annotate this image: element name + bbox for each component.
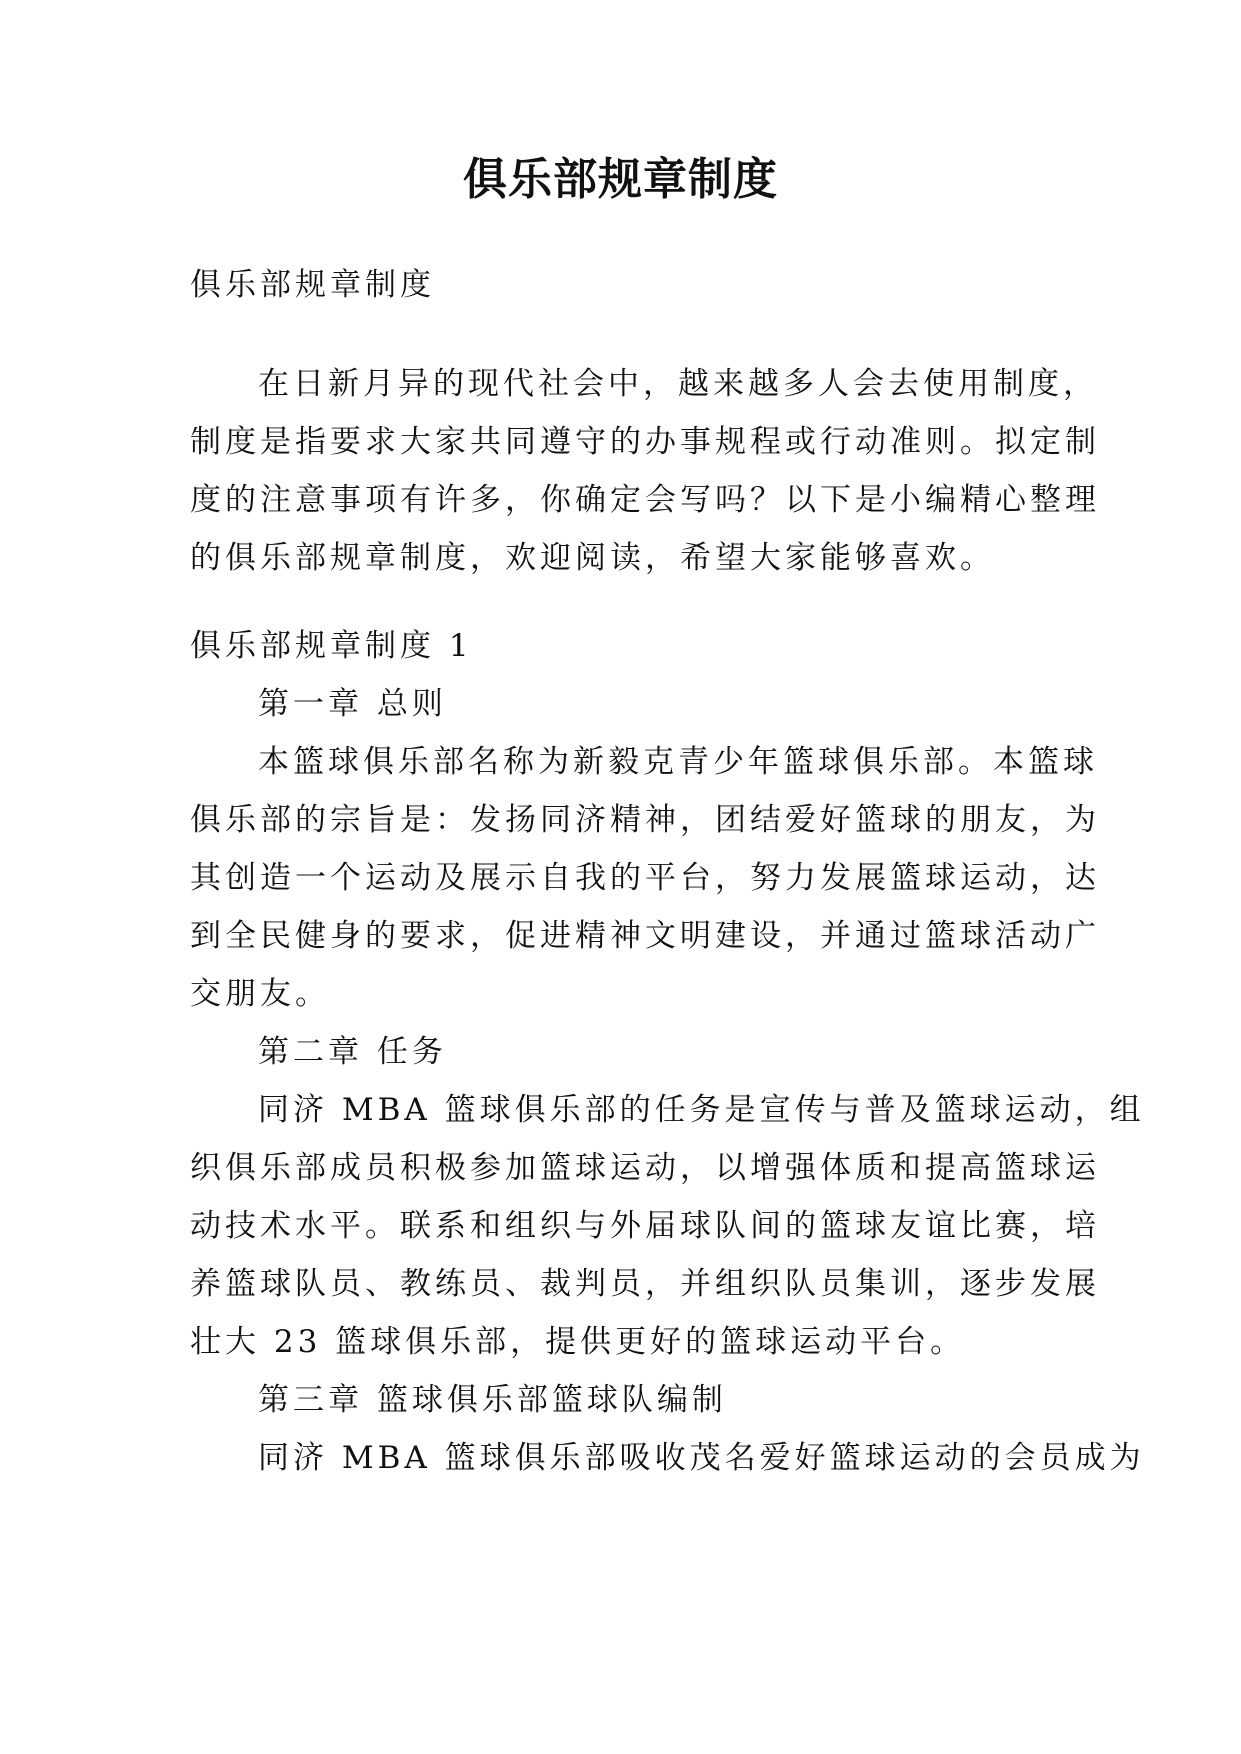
document-subtitle xyxy=(190,256,1050,314)
chapter-1-line: 交朋友。 xyxy=(190,976,330,1012)
chapter-2-line: 织俱乐部成员积极参加篮球运动，以增强体质和提高篮球运 xyxy=(190,1150,1100,1186)
chapter-3-line: 同济 MBA 篮球俱乐部吸收茂名爱好篮球运动的会员成为 xyxy=(258,1440,1145,1476)
chapter-1-line: 其创造一个运动及展示自我的平台，努力发展篮球运动，达 xyxy=(190,860,1100,896)
chapter-2-line: 壮大 23 篮球俱乐部，提供更好的篮球运动平台。 xyxy=(190,1324,966,1360)
chapter-2-line: 同济 MBA 篮球俱乐部的任务是宣传与普及篮球运动，组 xyxy=(258,1092,1145,1128)
chapter-2-line: 动技术水平。联系和组织与外届球队间的篮球友谊比赛，培 xyxy=(190,1208,1100,1244)
intro-paragraph xyxy=(190,355,1100,587)
intro-line: 制度是指要求大家共同遵守的办事规程或行动准则。拟定制 xyxy=(190,424,1100,460)
chapter-2-line: 养篮球队员、教练员、裁判员，并组织队员集训，逐步发展 xyxy=(190,1266,1100,1302)
chapter-2-heading: 第二章 任务 xyxy=(258,1034,447,1070)
section-heading: 俱乐部规章制度 1 xyxy=(190,628,473,664)
intro-line: 度的注意事项有许多，你确定会写吗？以下是小编精心整理 xyxy=(190,482,1100,518)
subtitle-line: 俱乐部规章制度 xyxy=(190,267,435,303)
intro-line: 的俱乐部规章制度，欢迎阅读，希望大家能够喜欢。 xyxy=(190,540,995,576)
chapter-3-heading: 第三章 篮球俱乐部篮球队编制 xyxy=(258,1382,727,1418)
chapter-1-line: 俱乐部的宗旨是：发扬同济精神，团结爱好篮球的朋友，为 xyxy=(190,802,1100,838)
rules-body xyxy=(190,617,1145,1487)
chapter-1-line: 本篮球俱乐部名称为新毅克青少年篮球俱乐部。本篮球 xyxy=(258,744,1098,780)
document-title: 俱乐部规章制度 xyxy=(463,154,778,205)
chapter-1-heading: 第一章 总则 xyxy=(258,686,447,722)
intro-line: 在日新月异的现代社会中，越来越多人会去使用制度， xyxy=(258,366,1098,402)
chapter-1-line: 到全民健身的要求，促进精神文明建设，并通过篮球活动广 xyxy=(190,918,1100,954)
